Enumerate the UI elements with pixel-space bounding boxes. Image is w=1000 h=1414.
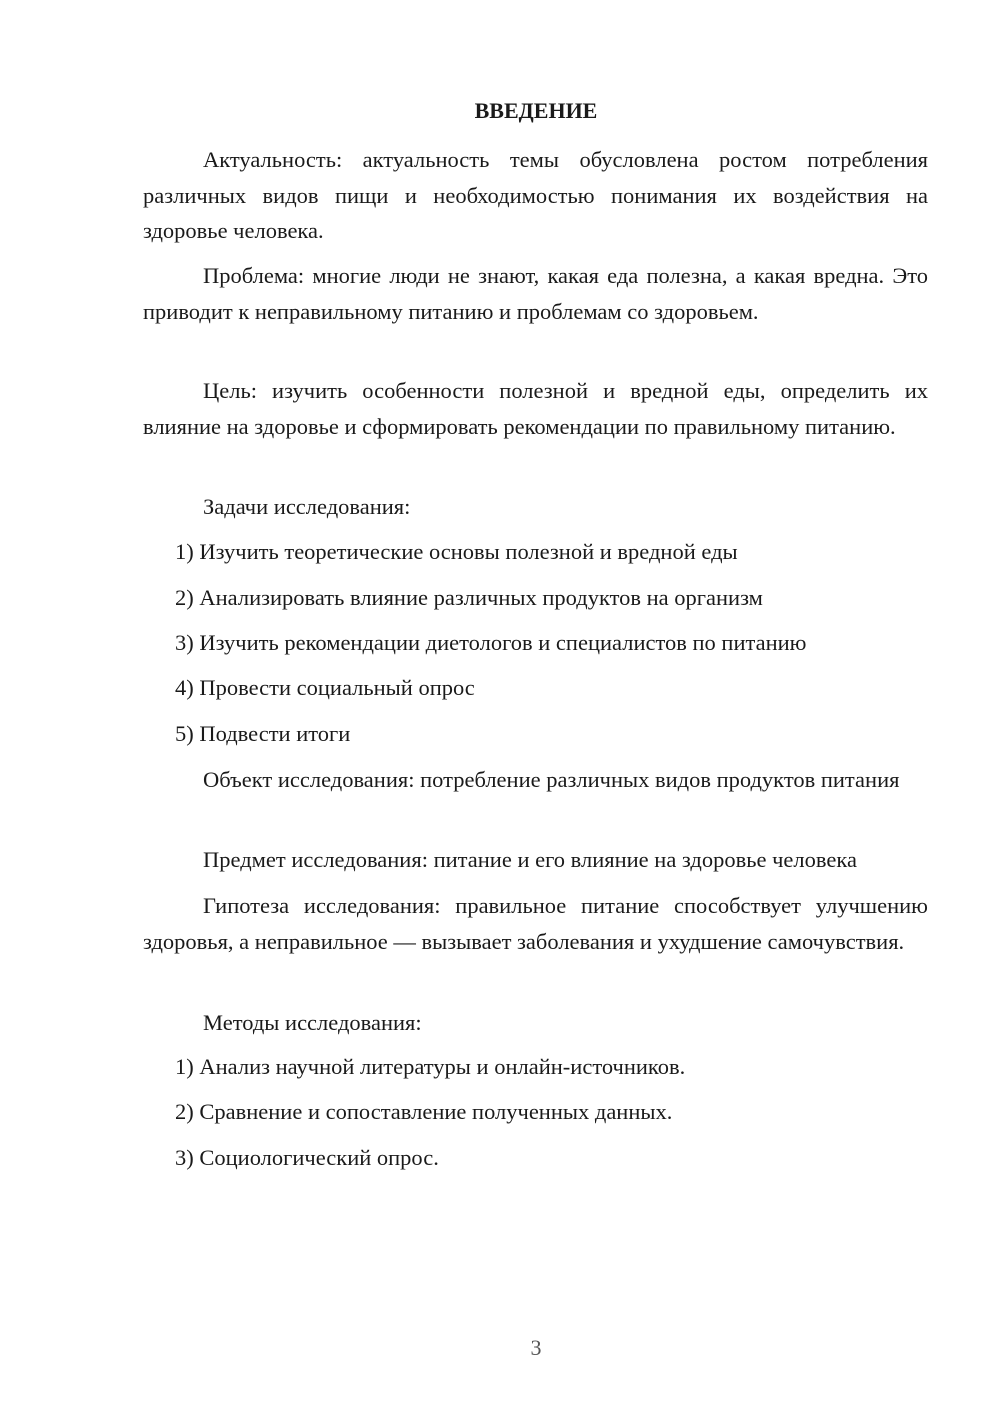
method-item-2: 2) Сравнение и сопоставление полученных данных. (175, 1099, 673, 1124)
object-paragraph (143, 762, 928, 798)
hypothesis-text: Гипотеза исследования: правильное питание способствует улучшению здоровья, а неправильное — вызывает заболевания и ухудшение самочувствия. (143, 893, 928, 954)
goal-text: Цель: изучить особенности полезной и вредной еды, определить их влияние на здоровье и сформировать рекомендации по правильному питанию. (143, 378, 928, 439)
relevance-text: Актуальность: актуальность темы обусловлена ростом потребления различных видов пищи и необходимостью понимания их воздействия на здоровье человека. (143, 147, 928, 243)
object-text: Объект исследования: потребление различных видов продуктов питания (203, 767, 900, 792)
problem-text: Проблема: многие люди не знают, какая еда полезна, а какая вредна. Это приводит к неправильному питанию и проблемам со здоровьем. (143, 263, 928, 324)
relevance-paragraph (143, 142, 928, 249)
method-item-1: 1) Анализ научной литературы и онлайн-источников. (175, 1054, 686, 1079)
problem-paragraph (143, 258, 928, 329)
task-item-1: 1) Изучить теоретические основы полезной и вредной еды (175, 539, 738, 564)
tasks-heading: Задачи исследования: (203, 494, 411, 519)
page-number: 3 (530, 1335, 542, 1360)
section-title: ВВЕДЕНИЕ (474, 98, 598, 123)
task-item-2: 2) Анализировать влияние различных продуктов на организм (175, 585, 763, 610)
methods-heading: Методы исследования: (203, 1010, 422, 1035)
task-item-5: 5) Подвести итоги (175, 721, 351, 746)
hypothesis-paragraph (143, 888, 928, 959)
task-item-4: 4) Провести социальный опрос (175, 675, 475, 700)
goal-paragraph (143, 373, 928, 444)
task-item-3: 3) Изучить рекомендации диетологов и специалистов по питанию (175, 630, 807, 655)
subject-line: Предмет исследования: питание и его влияние на здоровье человека (203, 847, 857, 872)
method-item-3: 3) Социологический опрос. (175, 1145, 439, 1170)
